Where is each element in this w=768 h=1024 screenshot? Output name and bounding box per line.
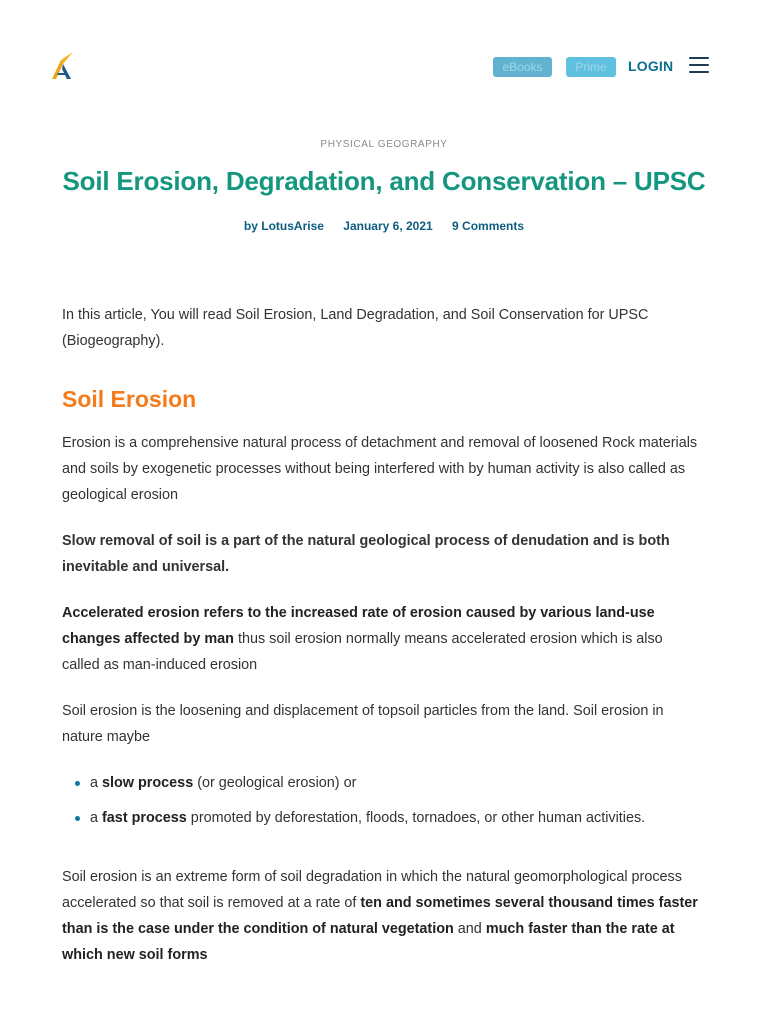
accelerated-erosion-bold: Accelerated erosion refers to the increased rate of erosion caused by various land-use changes affected by man <box>62 605 655 647</box>
comments-link[interactable]: 9 Comments <box>452 219 525 233</box>
ebooks-button[interactable]: eBooks <box>493 57 552 77</box>
erosion-types-list <box>62 770 702 840</box>
bullet-dot-icon <box>75 781 80 786</box>
accelerated-erosion-rest: thus soil erosion normally means accelerated erosion which is also called as man-induced erosion <box>62 631 663 673</box>
slow-removal-paragraph: Slow removal of soil is a part of the natural geological process of denudation and is both inevitable and universal. <box>62 533 670 575</box>
section-heading-soil-erosion: Soil Erosion <box>62 386 197 412</box>
erosion-paragraph: Erosion is a comprehensive natural process of detachment and removal of loosened Rock materials and soils by exogenetic processes without being interfered with by human activity is also called as geological erosion <box>62 435 698 503</box>
article-meta <box>0 219 768 233</box>
bullet-dot-icon <box>75 816 80 821</box>
author-link[interactable]: by LotusArise <box>243 219 324 233</box>
soil-degradation-paragraph: Soil erosion is an extreme form of soil degradation in which the natural geomorphological process accelerated so that soil is removed at a rate of ten and sometimes several thousand times faster than is the case under the condition of natural vegetation and much faster than the rate at which new soil forms <box>62 869 698 963</box>
intro-paragraph: In this article, You will read Soil Erosion, Land Degradation, and Soil Conservation for UPSC (Biogeography). <box>62 307 649 349</box>
list-item: a slow process (or geological erosion) or <box>62 770 702 805</box>
prime-button[interactable]: Prime <box>566 57 616 77</box>
accelerated-erosion-paragraph <box>62 600 702 678</box>
article-title: Soil Erosion, Degradation, and Conservation – UPSC <box>62 166 706 196</box>
lotusarise-logo-icon <box>49 50 77 82</box>
site-header <box>0 0 768 130</box>
soil-erosion-definition-paragraph: Soil erosion is the loosening and displacement of topsoil particles from the land. Soil erosion in nature maybe <box>62 703 664 745</box>
list-item: a fast process promoted by deforestation, floods, tornadoes, or other human activities. <box>62 805 702 840</box>
date-link[interactable]: January 6, 2021 <box>343 219 433 233</box>
login-link[interactable]: LOGIN <box>628 58 674 74</box>
site-logo[interactable] <box>49 50 77 82</box>
article-category[interactable]: PHYSICAL GEOGRAPHY <box>320 139 448 150</box>
hamburger-menu-icon[interactable] <box>689 57 709 75</box>
